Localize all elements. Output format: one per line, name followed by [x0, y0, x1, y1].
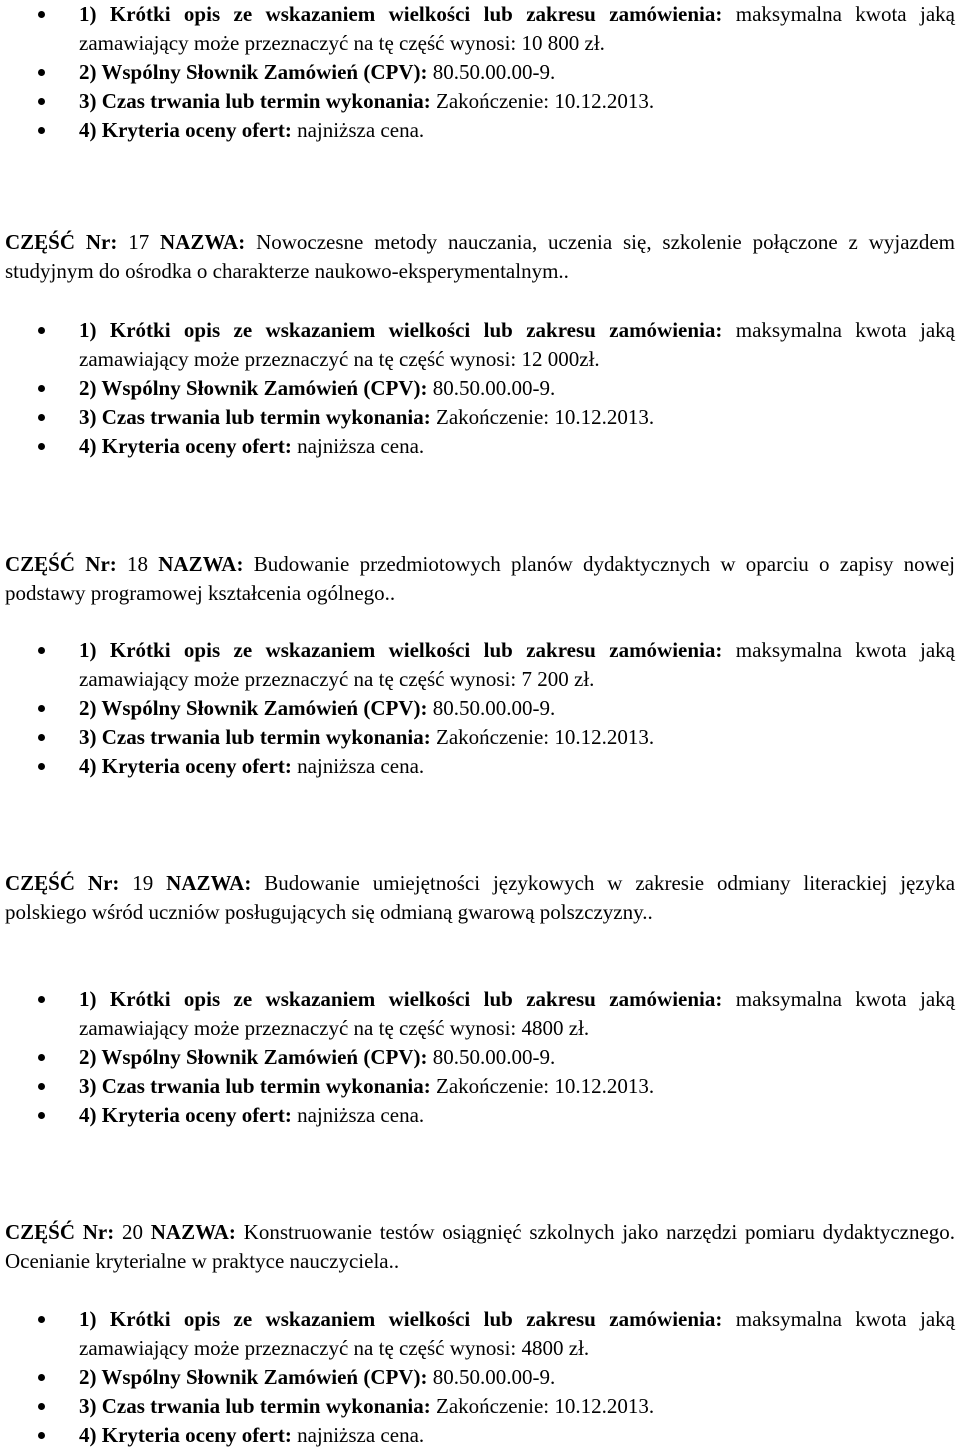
item-label: 4) Kryteria oceny ofert:	[79, 434, 292, 458]
item-label: 3) Czas trwania lub termin wykonania:	[79, 405, 431, 429]
bullet-icon	[38, 98, 45, 105]
list-item-kryteria	[0, 1101, 955, 1130]
part-heading-17	[5, 228, 955, 286]
bullet-icon	[38, 1316, 45, 1323]
bullet-icon	[38, 763, 45, 770]
bullet-icon	[38, 1112, 45, 1119]
item-value: najniższa cena.	[297, 754, 425, 778]
criteria-list	[0, 0, 960, 145]
list-item-description	[0, 0, 955, 58]
list-item-cpv	[0, 694, 955, 723]
name-label: NAZWA:	[166, 871, 252, 895]
list-item-description	[0, 985, 955, 1043]
item-value: maksymalna kwota jaką zamawiający może przeznaczyć na tę część wynosi: 7 200 zł.	[79, 638, 955, 691]
part-name: Konstruowanie testów osiągnięć szkolnych jako narzędzi pomiaru dydaktycznego. Ocenianie kryterialne w praktyce nauczyciela..	[5, 1220, 956, 1273]
item-label: 1) Krótki opis ze wskazaniem wielkości lub zakresu zamówienia:	[79, 2, 723, 26]
part-label: CZĘŚĆ Nr:	[5, 1220, 115, 1244]
bullet-icon	[38, 69, 45, 76]
item-label: 1) Krótki opis ze wskazaniem wielkości lub zakresu zamówienia:	[79, 1307, 723, 1331]
item-value: Zakończenie: 10.12.2013.	[436, 1074, 655, 1098]
part-name: Budowanie przedmiotowych planów dydaktycznych w oparciu o zapisy nowej podstawy programowej kształcenia ogólnego..	[5, 552, 955, 605]
bullet-icon	[38, 327, 45, 334]
bullet-icon	[38, 996, 45, 1003]
item-label: 2) Wspólny Słownik Zamówień (CPV):	[79, 696, 428, 720]
list-item-cpv	[0, 374, 955, 403]
list-item-cpv	[0, 58, 955, 87]
item-label: 4) Kryteria oceny ofert:	[79, 118, 292, 142]
item-value: najniższa cena.	[297, 118, 425, 142]
bullet-icon	[38, 1083, 45, 1090]
bullet-icon	[38, 1054, 45, 1061]
item-value: maksymalna kwota jaką zamawiający może przeznaczyć na tę część wynosi: 4800 zł.	[79, 987, 955, 1040]
bullet-icon	[38, 705, 45, 712]
item-label: 3) Czas trwania lub termin wykonania:	[79, 1394, 431, 1418]
item-value: Zakończenie: 10.12.2013.	[436, 89, 655, 113]
criteria-list	[0, 1305, 960, 1450]
name-label: NAZWA:	[160, 230, 246, 254]
item-value: Zakończenie: 10.12.2013.	[436, 725, 655, 749]
item-value: 80.50.00.00-9.	[432, 60, 556, 84]
list-item-description	[0, 316, 955, 374]
list-item-kryteria	[0, 1421, 955, 1450]
list-item-termin	[0, 1072, 955, 1101]
part-number: 20	[122, 1220, 143, 1244]
item-value: 80.50.00.00-9.	[432, 376, 556, 400]
item-label: 2) Wspólny Słownik Zamówień (CPV):	[79, 60, 428, 84]
item-label: 4) Kryteria oceny ofert:	[79, 754, 292, 778]
list-item-kryteria	[0, 116, 955, 145]
part-name: Nowoczesne metody nauczania, uczenia się, szkolenie połączone z wyjazdem studyjnym do ośrodka o charakterze naukowo-eksperymentalnym..	[5, 230, 956, 283]
list-item-termin	[0, 87, 955, 116]
item-value: maksymalna kwota jaką zamawiający może przeznaczyć na tę część wynosi: 10 800 zł.	[79, 2, 955, 55]
bullet-icon	[38, 647, 45, 654]
item-label: 3) Czas trwania lub termin wykonania:	[79, 89, 431, 113]
item-value: najniższa cena.	[297, 434, 425, 458]
part-number: 18	[127, 552, 149, 576]
item-label: 1) Krótki opis ze wskazaniem wielkości lub zakresu zamówienia:	[79, 987, 723, 1011]
item-value: maksymalna kwota jaką zamawiający może przeznaczyć na tę część wynosi: 4800 zł.	[79, 1307, 955, 1360]
list-item-termin	[0, 723, 955, 752]
part-label: CZĘŚĆ Nr:	[5, 552, 117, 576]
bullet-icon	[38, 1374, 45, 1381]
part-number: 17	[128, 230, 150, 254]
item-label: 4) Kryteria oceny ofert:	[79, 1103, 292, 1127]
bullet-icon	[38, 734, 45, 741]
item-label: 2) Wspólny Słownik Zamówień (CPV):	[79, 1045, 428, 1069]
list-item-cpv	[0, 1363, 955, 1392]
item-label: 2) Wspólny Słownik Zamówień (CPV):	[79, 1365, 428, 1389]
item-label: 1) Krótki opis ze wskazaniem wielkości lub zakresu zamówienia:	[79, 638, 723, 662]
item-label: 3) Czas trwania lub termin wykonania:	[79, 1074, 431, 1098]
bullet-icon	[38, 11, 45, 18]
part-label: CZĘŚĆ Nr:	[5, 871, 120, 895]
list-item-kryteria	[0, 752, 955, 781]
bullet-icon	[38, 1432, 45, 1439]
bullet-icon	[38, 385, 45, 392]
item-label: 3) Czas trwania lub termin wykonania:	[79, 725, 431, 749]
item-value: maksymalna kwota jaką zamawiający może przeznaczyć na tę część wynosi: 12 000zł.	[79, 318, 955, 371]
part-heading-19	[5, 869, 955, 927]
bullet-icon	[38, 1403, 45, 1410]
item-label: 2) Wspólny Słownik Zamówień (CPV):	[79, 376, 428, 400]
name-label: NAZWA:	[158, 552, 244, 576]
criteria-list	[0, 316, 960, 461]
bullet-icon	[38, 127, 45, 134]
item-value: 80.50.00.00-9.	[432, 1365, 556, 1389]
criteria-list	[0, 985, 960, 1130]
part-label: CZĘŚĆ Nr:	[5, 230, 118, 254]
item-value: 80.50.00.00-9.	[432, 696, 556, 720]
list-item-termin	[0, 403, 955, 432]
name-label: NAZWA:	[150, 1220, 236, 1244]
item-label: 1) Krótki opis ze wskazaniem wielkości lub zakresu zamówienia:	[79, 318, 723, 342]
item-value: najniższa cena.	[297, 1103, 425, 1127]
item-value: 80.50.00.00-9.	[432, 1045, 556, 1069]
list-item-description	[0, 1305, 955, 1363]
bullet-icon	[38, 414, 45, 421]
item-label: 4) Kryteria oceny ofert:	[79, 1423, 292, 1447]
list-item-termin	[0, 1392, 955, 1421]
part-number: 19	[132, 871, 154, 895]
part-heading-20	[5, 1218, 955, 1276]
list-item-kryteria	[0, 432, 955, 461]
part-heading-18	[5, 550, 955, 608]
item-value: najniższa cena.	[297, 1423, 425, 1447]
list-item-cpv	[0, 1043, 955, 1072]
list-item-description	[0, 636, 955, 694]
bullet-icon	[38, 443, 45, 450]
item-value: Zakończenie: 10.12.2013.	[436, 1394, 655, 1418]
criteria-list	[0, 636, 960, 781]
item-value: Zakończenie: 10.12.2013.	[436, 405, 655, 429]
part-name: Budowanie umiejętności językowych w zakresie odmiany literackiej języka polskiego wśród uczniów posługujących się odmianą gwarową polszczyzny..	[5, 871, 956, 924]
